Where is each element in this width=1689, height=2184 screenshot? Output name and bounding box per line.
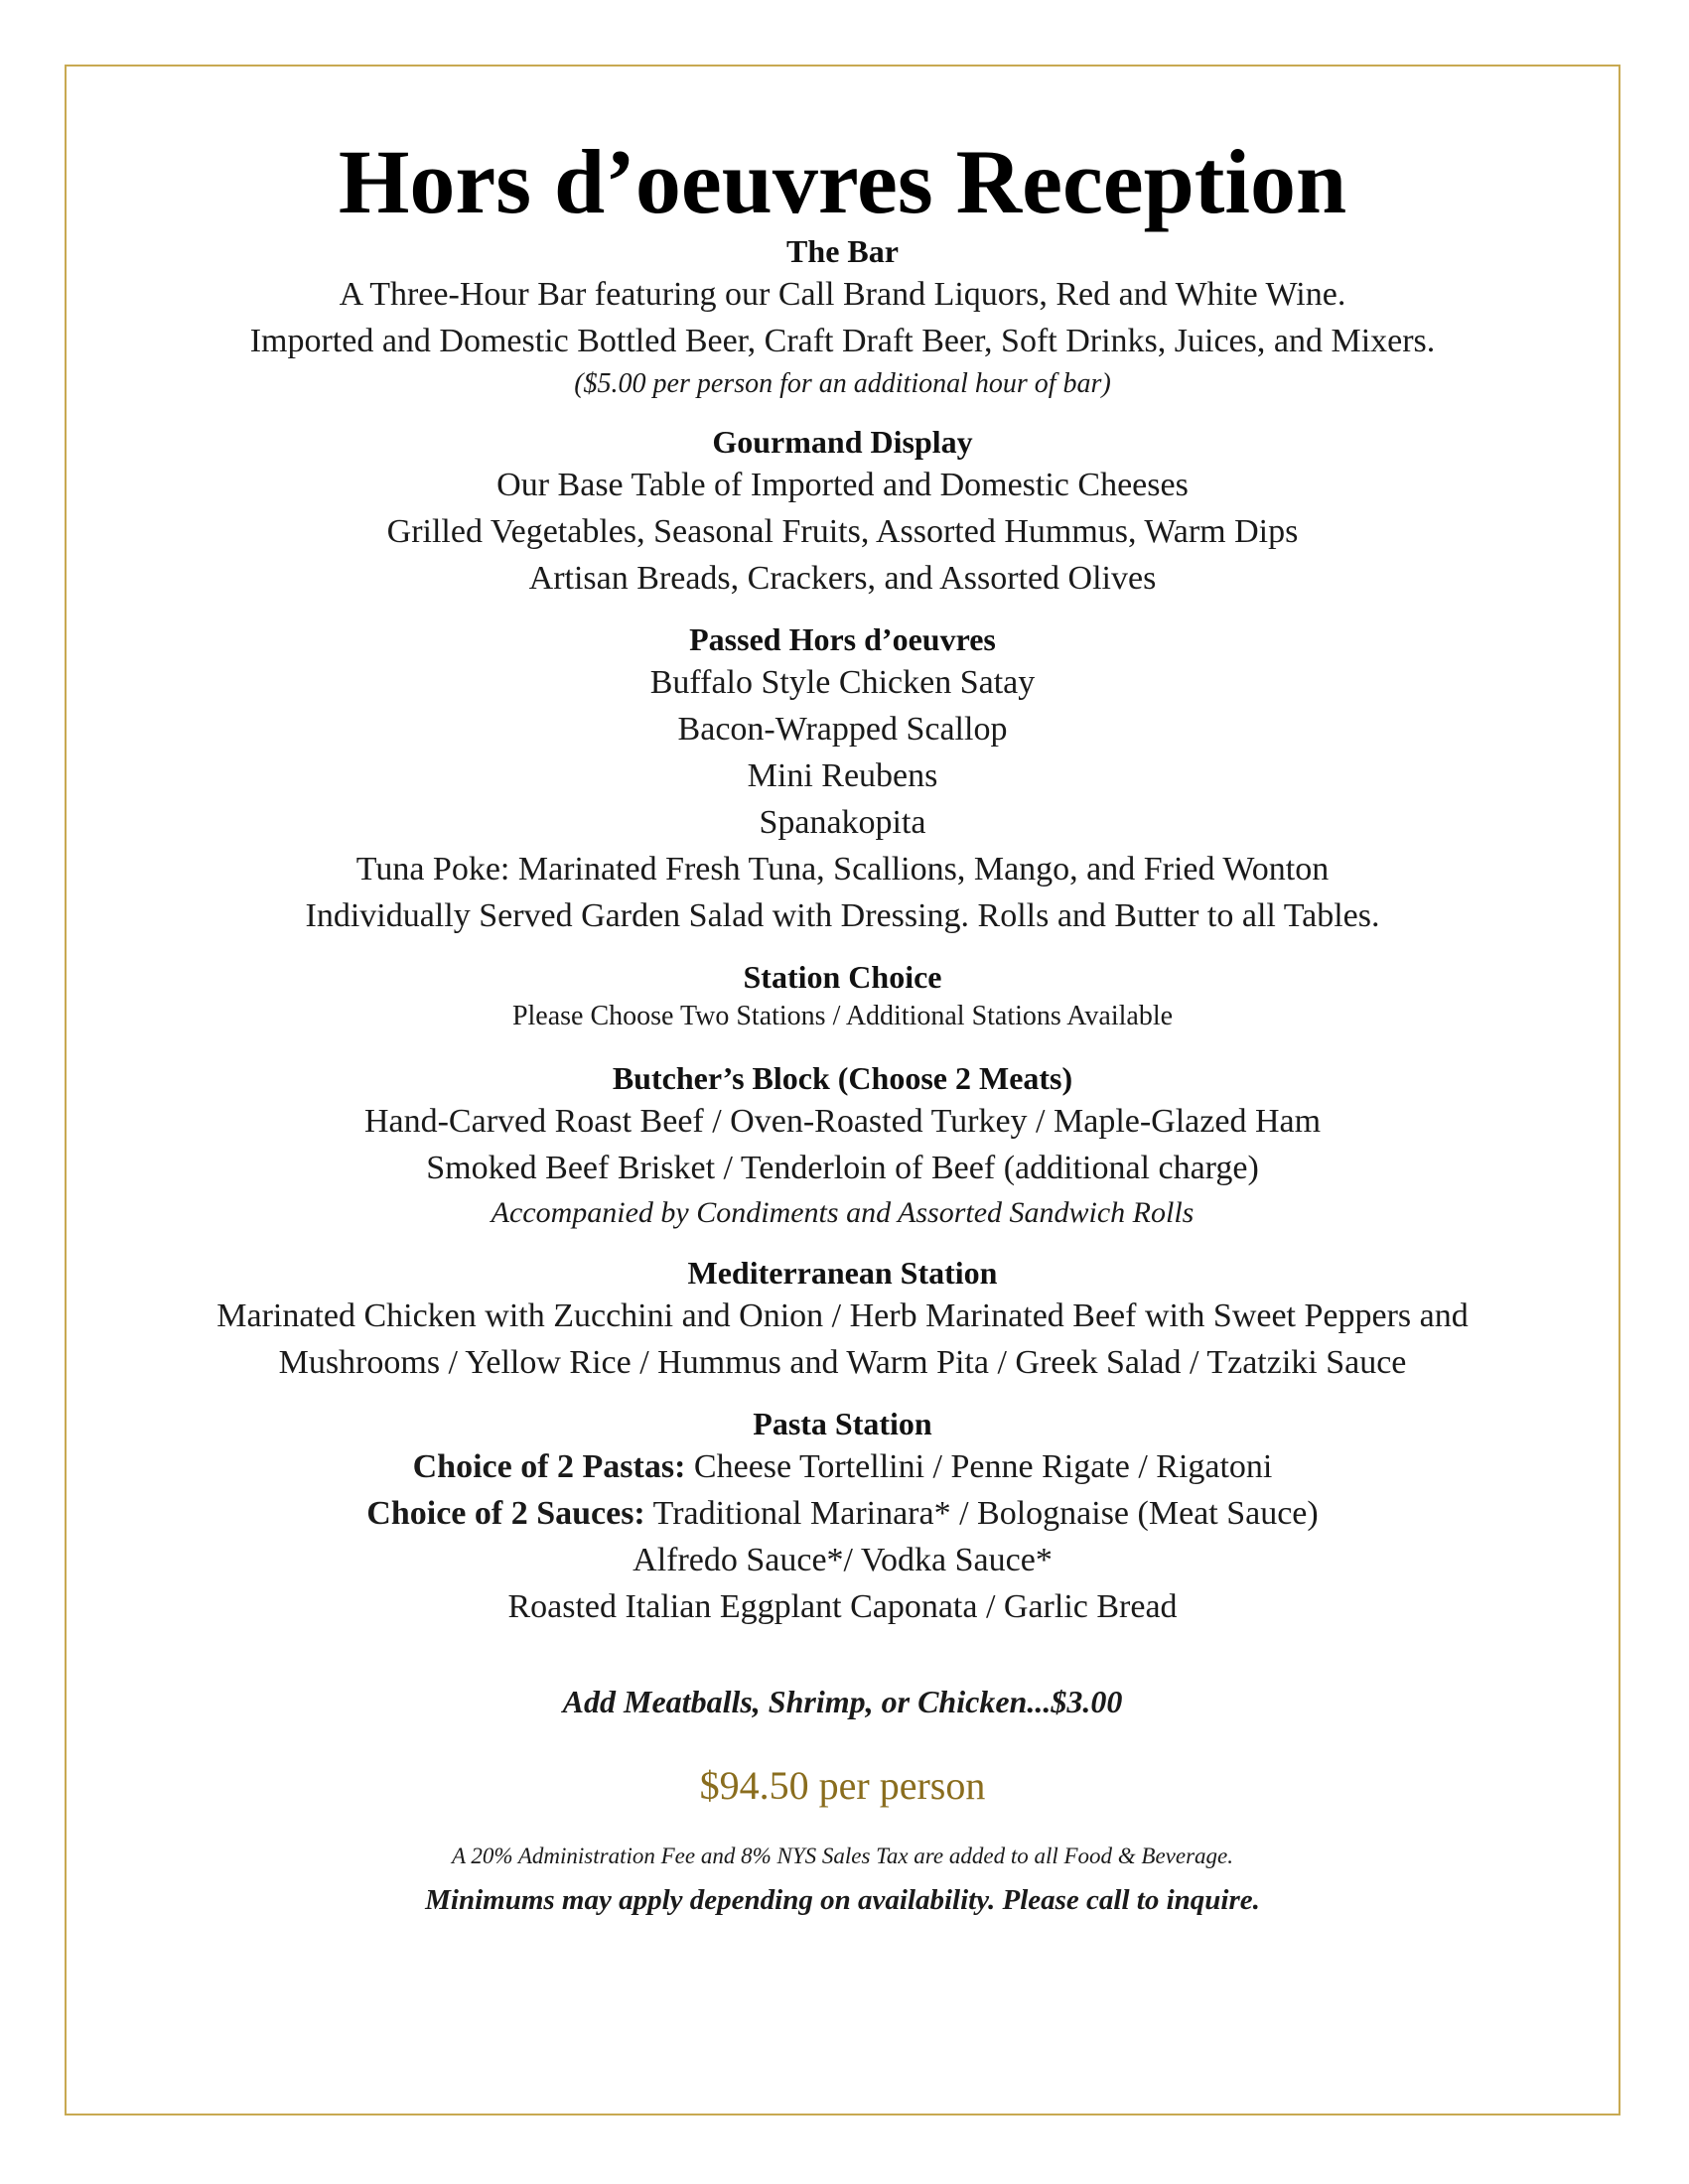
- gourmand-section: [67, 422, 1619, 602]
- butcher-line: Smoked Beef Brisket / Tenderloin of Beef (additional charge): [426, 1150, 1259, 1186]
- page-title: Hors d’oeuvres Reception: [338, 131, 1347, 232]
- butcher-heading: Butcher’s Block (Choose 2 Meats): [612, 1060, 1073, 1096]
- menu-content: [67, 67, 1619, 1920]
- station-choice-heading: Station Choice: [743, 959, 942, 995]
- pasta-choices: [67, 1443, 1619, 1490]
- bar-note: ($5.00 per person for an additional hour of bar): [574, 368, 1111, 399]
- passed-section: [67, 619, 1619, 939]
- butcher-section: [67, 1058, 1619, 1235]
- gourmand-line: Grilled Vegetables, Seasonal Fruits, Assorted Hummus, Warm Dips: [386, 513, 1299, 550]
- station-choice-note: Please Choose Two Stations / Additional Stations Available: [511, 1001, 1174, 1031]
- passed-line: Buffalo Style Chicken Satay: [649, 664, 1036, 701]
- mediterranean-heading: Mediterranean Station: [687, 1255, 998, 1291]
- price-per-person: $94.50 per person: [699, 1763, 986, 1808]
- mediterranean-line: Mushrooms / Yellow Rice / Hummus and Warm Pita / Greek Salad / Tzatziki Sauce: [278, 1344, 1407, 1381]
- sauces-options: Traditional Marinara* / Bolognaise (Meat Sauce): [644, 1495, 1319, 1532]
- pastas-options: Cheese Tortellini / Penne Rigate / Rigatoni: [685, 1448, 1273, 1485]
- sauce-choices: [67, 1490, 1619, 1537]
- passed-line: Spanakopita: [759, 804, 926, 841]
- add-on-note: Add Meatballs, Shrimp, or Chicken...$3.00: [562, 1684, 1123, 1719]
- butcher-line: Hand-Carved Roast Beef / Oven-Roasted Turkey / Maple-Glazed Ham: [363, 1103, 1322, 1140]
- bar-line: A Three-Hour Bar featuring our Call Brand Liquors, Red and White Wine.: [339, 276, 1346, 313]
- mediterranean-line: Marinated Chicken with Zucchini and Onion / Herb Marinated Beef with Sweet Peppers and: [216, 1297, 1469, 1334]
- minimums-note: Minimums may apply depending on availability. Please call to inquire.: [425, 1884, 1260, 1916]
- pasta-line: Alfredo Sauce*/ Vodka Sauce*: [633, 1542, 1053, 1578]
- passed-line: Individually Served Garden Salad with Dressing. Rolls and Butter to all Tables.: [305, 897, 1380, 934]
- gourmand-line: Artisan Breads, Crackers, and Assorted Olives: [528, 560, 1157, 597]
- butcher-note: Accompanied by Condiments and Assorted Sandwich Rolls: [491, 1196, 1195, 1229]
- gourmand-heading: Gourmand Display: [712, 424, 973, 460]
- passed-line: Mini Reubens: [747, 757, 938, 794]
- passed-line: Tuna Poke: Marinated Fresh Tuna, Scallions, Mango, and Fried Wonton: [355, 851, 1330, 887]
- pasta-section: [67, 1404, 1619, 1630]
- mediterranean-section: [67, 1253, 1619, 1386]
- fee-note: A 20% Administration Fee and 8% NYS Sales Tax are added to all Food & Beverage.: [451, 1843, 1234, 1868]
- sauces-label: Choice of 2 Sauces:: [366, 1495, 645, 1532]
- pasta-heading: Pasta Station: [753, 1406, 932, 1441]
- gourmand-line: Our Base Table of Imported and Domestic Cheeses: [496, 467, 1189, 503]
- pastas-label: Choice of 2 Pastas:: [412, 1448, 686, 1485]
- bar-line: Imported and Domestic Bottled Beer, Craft Draft Beer, Soft Drinks, Juices, and Mixers.: [249, 323, 1436, 359]
- bar-section: [67, 231, 1619, 404]
- passed-heading: Passed Hors d’oeuvres: [689, 621, 996, 657]
- bar-heading: The Bar: [786, 233, 899, 269]
- passed-line: Bacon-Wrapped Scallop: [677, 711, 1008, 748]
- station-choice-section: [67, 957, 1619, 1036]
- pasta-line: Roasted Italian Eggplant Caponata / Garlic Bread: [507, 1588, 1178, 1625]
